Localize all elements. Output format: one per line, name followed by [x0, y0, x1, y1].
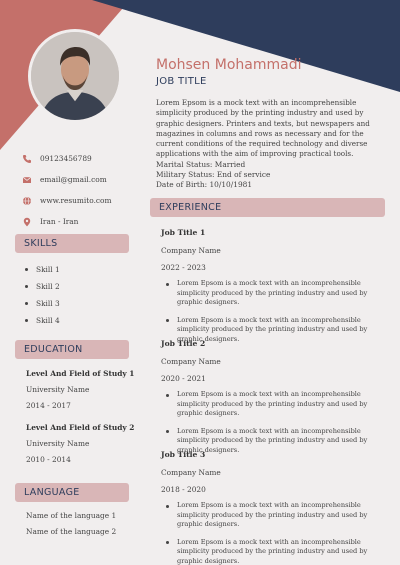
list-item: Lorem Epsom is a mock text with an incomprehensible simplicity produced by the printing industry and used by graphic designers. — [161, 427, 389, 456]
globe-icon — [22, 196, 32, 206]
personal-details — [156, 160, 388, 190]
education-entry-1 — [26, 369, 136, 417]
education-entry-2 — [26, 423, 136, 471]
contact-website — [22, 190, 137, 211]
list-item: Lorem Epsom is a mock text with an incomprehensible simplicity produced by the printing industry and used by graphic designers. — [161, 279, 389, 308]
experience-entry-2 — [161, 339, 389, 464]
email-address: email@gmail.com — [40, 175, 107, 184]
experience-bullets — [161, 390, 389, 456]
location-icon — [22, 217, 32, 227]
experience-entry-3 — [161, 450, 389, 565]
person-silhouette-icon — [31, 32, 119, 120]
experience-job-title: Job Title 1 — [161, 228, 206, 237]
education-field: Level And Field of Study 2 — [26, 423, 135, 432]
profile-photo — [28, 29, 122, 123]
university-name: University Name — [26, 385, 90, 394]
experience-years: 2018 - 2020 — [161, 485, 206, 494]
navy-triangle — [92, 0, 400, 92]
list-item: Lorem Epsom is a mock text with an incomprehensible simplicity produced by the printing industry and used by graphic designers. — [161, 501, 389, 530]
profile-summary: Lorem Epsom is a mock text with an incomprehensible simplicity produced by the printing industry and used by graphic designers. Printers and texts, but newspapers and magazines in columns and rows as necessary and for the current conditions of the required technology and diverse applications with the aim of improving practical tools. — [156, 98, 370, 159]
list-item: Name of the language 1 — [26, 511, 117, 520]
contact-location — [22, 211, 137, 232]
list-item: Skill 2 — [22, 280, 132, 297]
education-heading: EDUCATION — [15, 340, 129, 359]
list-item: Lorem Epsom is a mock text with an incomprehensible simplicity produced by the printing industry and used by graphic designers. — [161, 316, 389, 345]
list-item: Skill 4 — [22, 314, 132, 331]
marital-status: Marital Status: Married — [156, 160, 246, 169]
email-icon — [22, 175, 32, 185]
location-text: Iran - Iran — [40, 217, 79, 226]
list-item: Skill 3 — [22, 297, 132, 314]
experience-heading: EXPERIENCE — [150, 198, 385, 217]
language-list — [26, 511, 136, 543]
university-name: University Name — [26, 439, 90, 448]
list-item: Name of the language 2 — [26, 527, 117, 536]
skills-heading: SKILLS — [15, 234, 129, 253]
experience-bullets — [161, 279, 389, 345]
list-item: Lorem Epsom is a mock text with an incomprehensible simplicity produced by the printing industry and used by graphic designers. — [161, 538, 389, 565]
contact-list — [22, 148, 137, 232]
education-years: 2010 - 2014 — [26, 455, 71, 464]
language-heading: LANGUAGE — [15, 483, 129, 502]
website-url: www.resumito.com — [40, 196, 112, 205]
phone-number: 09123456789 — [40, 154, 92, 163]
education-years: 2014 - 2017 — [26, 401, 71, 410]
phone-icon — [22, 154, 32, 164]
company-name: Company Name — [161, 468, 221, 477]
military-status: Military Status: End of service — [156, 170, 271, 179]
list-item: Lorem Epsom is a mock text with an incomprehensible simplicity produced by the printing industry and used by graphic designers. — [161, 390, 389, 419]
contact-email — [22, 169, 137, 190]
contact-phone — [22, 148, 137, 169]
experience-years: 2022 - 2023 — [161, 263, 206, 272]
candidate-name: Mohsen Mohammadi — [156, 57, 302, 73]
skills-list — [22, 263, 132, 331]
experience-entry-1 — [161, 228, 389, 353]
list-item: Skill 1 — [22, 263, 132, 280]
education-field: Level And Field of Study 1 — [26, 369, 135, 378]
company-name: Company Name — [161, 246, 221, 255]
experience-years: 2020 - 2021 — [161, 374, 206, 383]
job-title: JOB TITLE — [156, 76, 207, 87]
company-name: Company Name — [161, 357, 221, 366]
date-of-birth: Date of Birth: 10/10/1981 — [156, 180, 253, 189]
experience-job-title: Job Title 3 — [161, 450, 206, 459]
experience-job-title: Job Title 2 — [161, 339, 206, 348]
experience-bullets — [161, 501, 389, 565]
